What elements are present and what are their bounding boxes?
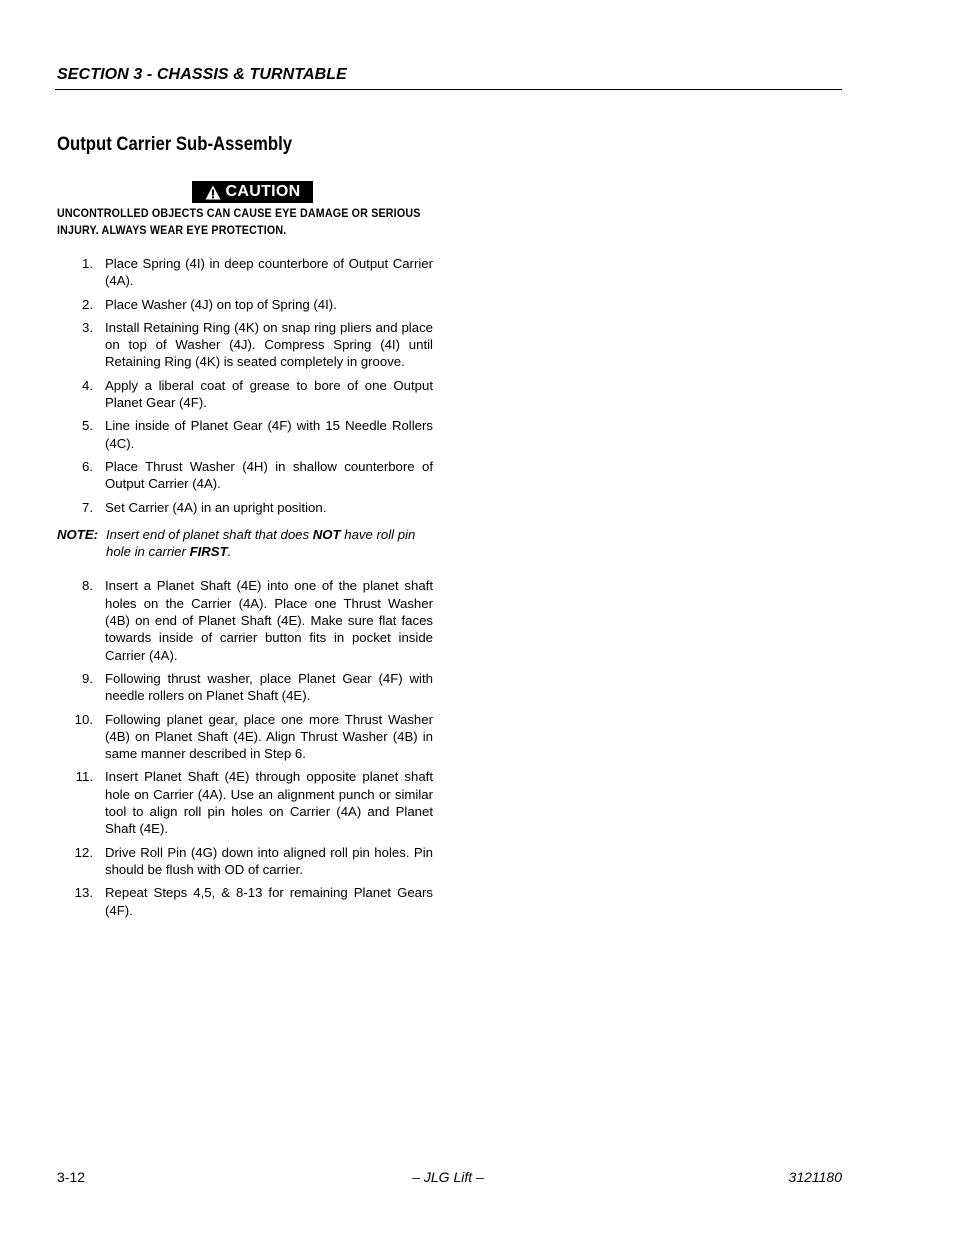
note-text: Insert end of planet shaft that does NOT have roll pin hole in carrier FIRST.	[106, 526, 416, 560]
step-text: Insert a Planet Shaft (4E) into one of the planet shaft holes on the Carrier (4A). Place one Thrust Washer (4B) on end of Planet Shaft (4E). Make sure flat faces towards inside of carrier button fits in pocket inside Carrier (4A).	[105, 578, 433, 663]
step-text: Apply a liberal coat of grease to bore of one Output Planet Gear (4F).	[105, 377, 433, 411]
page-number: 3-12	[57, 1169, 86, 1185]
step-text: Install Retaining Ring (4K) on snap ring pliers and place on top of Washer (4J). Compress Spring (4I) until Retaining Ring (4K) is seated completely in groove.	[105, 319, 433, 370]
procedure-steps	[57, 255, 433, 925]
step-number: 10.	[74, 711, 93, 727]
step-number: 8.	[82, 578, 93, 594]
step-text: Place Thrust Washer (4H) in shallow counterbore of Output Carrier (4A).	[105, 458, 433, 492]
step-number: 4.	[82, 377, 93, 393]
list-item	[57, 884, 433, 919]
step-number: 9.	[82, 670, 93, 686]
step-text: Following planet gear, place one more Thrust Washer (4B) on Planet Shaft (4E). Align Thrust Washer (4B) in same manner described in Step 6.	[105, 711, 433, 762]
step-number: 1.	[82, 256, 93, 271]
step-number: 5.	[82, 418, 93, 434]
list-item	[57, 296, 433, 313]
warning-triangle-icon	[205, 185, 221, 200]
step-text: Set Carrier (4A) in an upright position.	[105, 499, 327, 515]
step-number: 12.	[74, 844, 93, 860]
step-text: Drive Roll Pin (4G) down into aligned roll pin holes. Pin should be flush with OD of carrier.	[105, 844, 433, 877]
step-text: Repeat Steps 4,5, & 8-13 for remaining Planet Gears (4F).	[105, 885, 433, 918]
page-title: Output Carrier Sub-Assembly	[57, 134, 293, 155]
footer-brand: – JLG Lift –	[412, 1169, 484, 1185]
list-item	[57, 711, 433, 763]
document-number: 3121180	[788, 1169, 842, 1185]
list-item	[57, 670, 433, 705]
step-text: Following thrust washer, place Planet Gear (4F) with needle rollers on Planet Shaft (4E).	[105, 670, 433, 704]
list-item	[57, 768, 433, 837]
step-text: Line inside of Planet Gear (4F) with 15 Needle Rollers (4C).	[105, 418, 433, 451]
step-text: Insert Planet Shaft (4E) through opposite planet shaft hole on Carrier (4A). Use an alignment punch or similar tool to align roll pin holes on Carrier (4A) and Planet Shaft (4E).	[105, 769, 433, 837]
step-number: 3.	[82, 319, 93, 335]
caution-label: CAUTION	[225, 183, 301, 200]
step-number: 11.	[75, 769, 93, 785]
note	[57, 526, 433, 561]
list-item	[57, 417, 433, 452]
list-item	[57, 255, 433, 290]
list-item	[57, 499, 433, 516]
list-item	[57, 458, 433, 493]
step-number: 13.	[74, 885, 93, 901]
list-item	[57, 577, 433, 663]
step-number: 2.	[82, 296, 93, 312]
header-rule	[55, 89, 842, 90]
step-text: Place Spring (4I) in deep counterbore of Output Carrier (4A).	[105, 256, 433, 289]
step-text: Place Washer (4J) on top of Spring (4I).	[105, 296, 337, 312]
caution-text: UNCONTROLLED OBJECTS CAN CAUSE EYE DAMAGE OR SERIOUS INJURY. ALWAYS WEAR EYE PROTECTION.	[57, 206, 421, 237]
step-number: 7.	[82, 499, 93, 515]
list-item	[57, 319, 433, 371]
step-number: 6.	[82, 458, 93, 474]
list-item	[57, 844, 433, 879]
note-label: NOTE:	[57, 526, 99, 542]
list-item	[57, 377, 433, 412]
section-header: SECTION 3 - CHASSIS & TURNTABLE	[57, 66, 347, 83]
caution-badge	[192, 181, 313, 203]
